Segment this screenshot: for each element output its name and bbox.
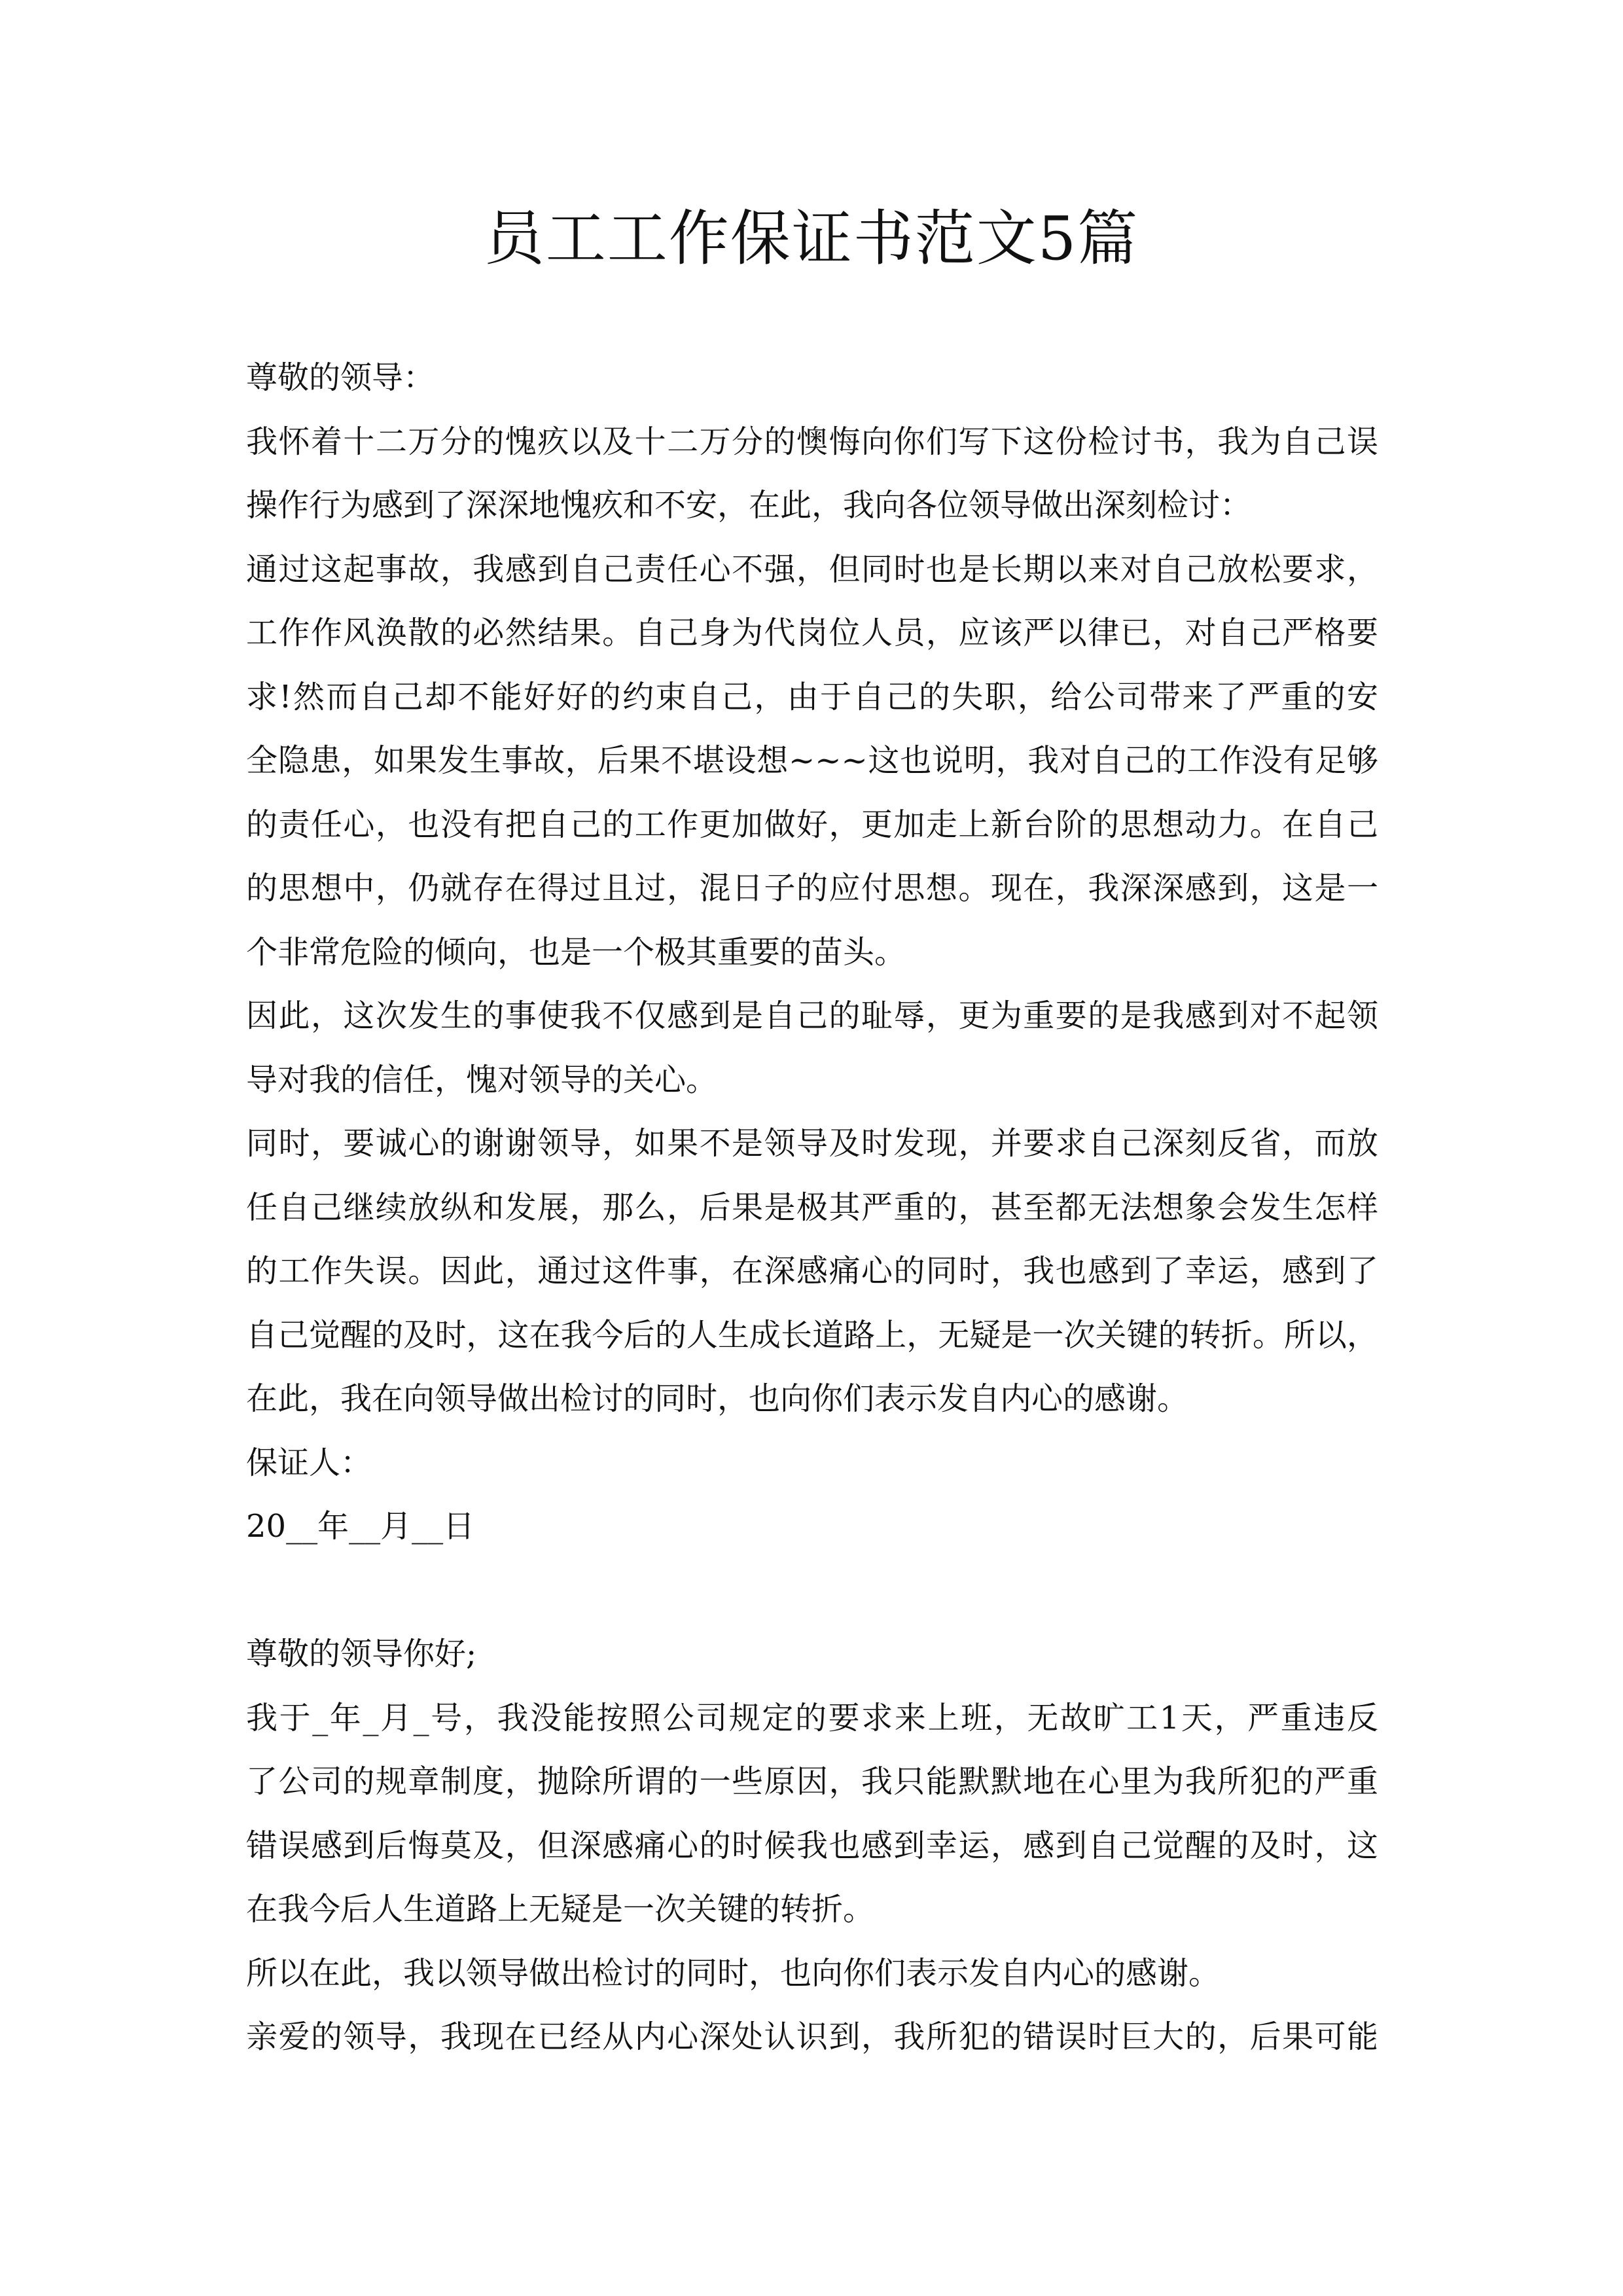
paragraph — [246, 1623, 1378, 1687]
text-line: 因此，这次发生的事使我不仅感到是自己的耻辱，更为重要的是我感到对不起领 — [246, 997, 1378, 1034]
text-line: 的责任心，也没有把自己的工作更加做好，更加走上新台阶的思想动力。在自己 — [246, 806, 1378, 843]
paragraph — [246, 2005, 1378, 2070]
letter-section — [246, 1623, 1378, 2070]
text-line: 20__年__月__日 — [246, 1508, 475, 1545]
paragraph — [246, 410, 1378, 538]
text-line: 个非常危险的倾向，也是一个极其重要的苗头。 — [246, 933, 906, 971]
text-line: 全隐患，如果发生事故，后果不堪设想~~~这也说明，我对自己的工作没有足够 — [246, 742, 1378, 779]
text-line: 工作作风涣散的必然结果。自己身为代岗位人员，应该严以律已，对自己严格要 — [246, 615, 1378, 651]
text-line: 保证人： — [246, 1444, 372, 1481]
text-line: 尊敬的领导： — [246, 359, 435, 396]
text-line: 所以在此，我以领导做出检讨的同时，也向你们表示发自内心的感谢。 — [246, 1954, 1221, 1992]
paragraph — [246, 1431, 1378, 1496]
paragraph — [246, 1942, 1378, 2006]
paragraph — [246, 538, 1378, 985]
section-gap — [246, 1559, 1378, 1623]
text-line: 求!然而自己却不能好好的约束自己，由于自己的失职，给公司带来了严重的安 — [246, 678, 1378, 715]
paragraph — [246, 346, 1378, 410]
letter-section — [246, 346, 1378, 1559]
document-body — [246, 346, 1378, 2070]
text-line: 在我今后人生道路上无疑是一次关键的转折。 — [246, 1891, 875, 1928]
text-line: 的工作失误。因此，通过这件事，在深感痛心的同时，我也感到了幸运，感到了 — [246, 1253, 1378, 1289]
paragraph — [246, 1495, 1378, 1559]
paragraph — [246, 1687, 1378, 1942]
text-line: 在此，我在向领导做出检讨的同时，也向你们表示发自内心的感谢。 — [246, 1380, 1189, 1417]
text-line: 的思想中，仍就存在得过且过，混日子的应付思想。现在，我深深感到，这是一 — [246, 870, 1378, 906]
paragraph — [246, 1112, 1378, 1431]
text-line: 了公司的规章制度，抛除所谓的一些原因，我只能默默地在心里为我所犯的严重 — [246, 1763, 1378, 1800]
text-line: 自己觉醒的及时，这在我今后的人生成长道路上，无疑是一次关键的转折。所以， — [246, 1316, 1378, 1354]
text-line: 同时，要诚心的谢谢领导，如果不是领导及时发现，并要求自己深刻反省，而放 — [246, 1125, 1378, 1162]
paragraph — [246, 984, 1378, 1112]
text-line: 尊敬的领导你好; — [246, 1636, 477, 1672]
text-line: 亲爱的领导，我现在已经从内心深处认识到，我所犯的错误时巨大的，后果可能 — [246, 2018, 1378, 2055]
text-line: 我怀着十二万分的愧疚以及十二万分的懊悔向你们写下这份检讨书，我为自己误 — [246, 423, 1378, 460]
text-line: 通过这起事故，我感到自己责任心不强，但同时也是长期以来对自己放松要求， — [246, 550, 1378, 588]
text-line: 我于_年_月_号，我没能按照公司规定的要求来上班，无故旷工1天，严重违反 — [246, 1699, 1378, 1736]
text-line: 任自己继续放纵和发展，那么，后果是极其严重的，甚至都无法想象会发生怎样 — [246, 1189, 1378, 1226]
document-title: 员工工作保证书范文5篇 — [484, 204, 1139, 274]
text-line: 导对我的信任，愧对领导的关心。 — [246, 1061, 718, 1098]
text-line: 操作行为感到了深深地愧疚和不安，在此，我向各位领导做出深刻检讨： — [246, 487, 1252, 524]
text-line: 错误感到后悔莫及，但深感痛心的时候我也感到幸运，感到自己觉醒的及时，这 — [246, 1827, 1378, 1864]
